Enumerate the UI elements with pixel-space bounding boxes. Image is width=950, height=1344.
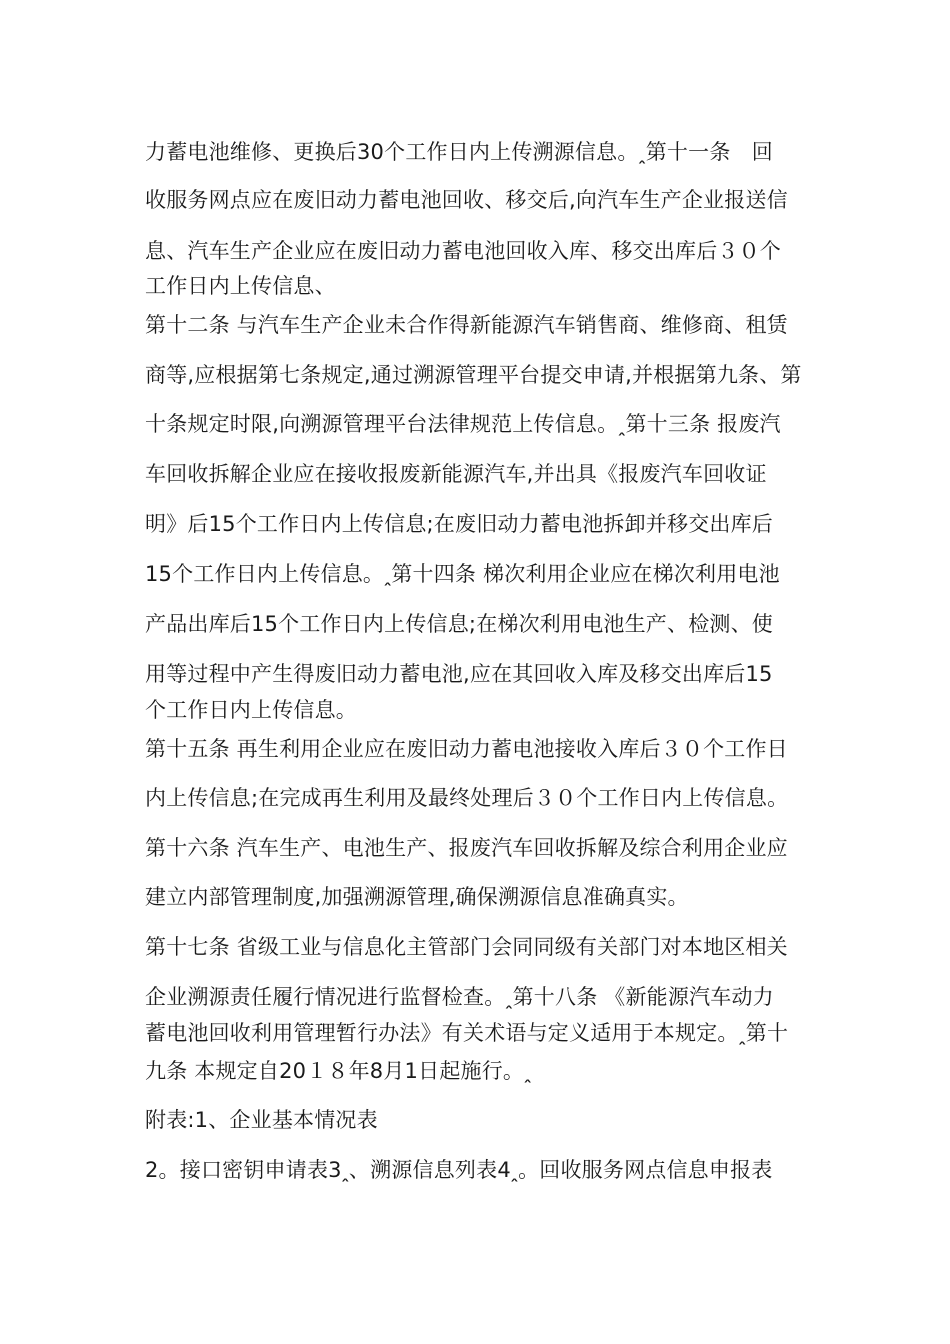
text-line: 力蓄电池维修、更换后30个工作日内上传溯源信息。ꞈ第十一条 回 xyxy=(145,140,773,164)
text-line: 蓄电池回收利用管理暂行办法》有关术语与定义适用于本规定。ꞈ第十 xyxy=(145,1021,789,1045)
text-line: 九条 本规定自20１８年8月1日起施行。ꞈ xyxy=(145,1059,532,1083)
text-line: 第十二条 与汽车生产企业未合作得新能源汽车销售商、维修商、租赁 xyxy=(145,313,788,337)
text-line: 个工作日内上传信息。 xyxy=(145,698,357,722)
text-line: 第十五条 再生利用企业应在废旧动力蓄电池接收入库后３０个工作日 xyxy=(145,737,788,761)
text-line: 产品出库后15个工作日内上传信息;在梯次利用电池生产、检测、使 xyxy=(145,612,773,636)
text-line: 2。接口密钥申请表3ꞈ、溯源信息列表4ꞈ。回收服务网点信息申报表 xyxy=(145,1158,773,1182)
text-line: 附表:1、企业基本情况表 xyxy=(145,1108,378,1132)
text-line: 建立内部管理制度,加强溯源管理,确保溯源信息准确真实。 xyxy=(145,885,689,909)
text-line: 企业溯源责任履行情况进行监督检查。ꞈ第十八条 《新能源汽车动力 xyxy=(145,985,774,1009)
text-line: 工作日内上传信息、 xyxy=(145,274,336,298)
text-line: 内上传信息;在完成再生利用及最终处理后３０个工作日内上传信息。 xyxy=(145,786,789,810)
text-line: 收服务网点应在废旧动力蓄电池回收、移交后,向汽车生产企业报送信 xyxy=(145,188,788,212)
text-line: 用等过程中产生得废旧动力蓄电池,应在其回收入库及移交出库后15 xyxy=(145,662,773,686)
text-line: 第十六条 汽车生产、电池生产、报废汽车回收拆解及综合利用企业应 xyxy=(145,836,788,860)
text-line: 15个工作日内上传信息。ꞈ第十四条 梯次利用企业应在梯次利用电池 xyxy=(145,562,780,586)
text-line: 明》后15个工作日内上传信息;在废旧动力蓄电池拆卸并移交出库后 xyxy=(145,512,773,536)
text-line: 车回收拆解企业应在接收报废新能源汽车,并出具《报废汽车回收证 xyxy=(145,462,767,486)
text-line: 第十七条 省级工业与信息化主管部门会同同级有关部门对本地区相关 xyxy=(145,935,788,959)
text-line: 商等,应根据第七条规定,通过溯源管理平台提交申请,并根据第九条、第 xyxy=(145,363,802,387)
text-line: 息、汽车生产企业应在废旧动力蓄电池回收入库、移交出库后３０个 xyxy=(145,239,781,263)
text-line: 十条规定时限,向溯源管理平台法律规范上传信息。ꞈ第十三条 报废汽 xyxy=(145,412,781,436)
